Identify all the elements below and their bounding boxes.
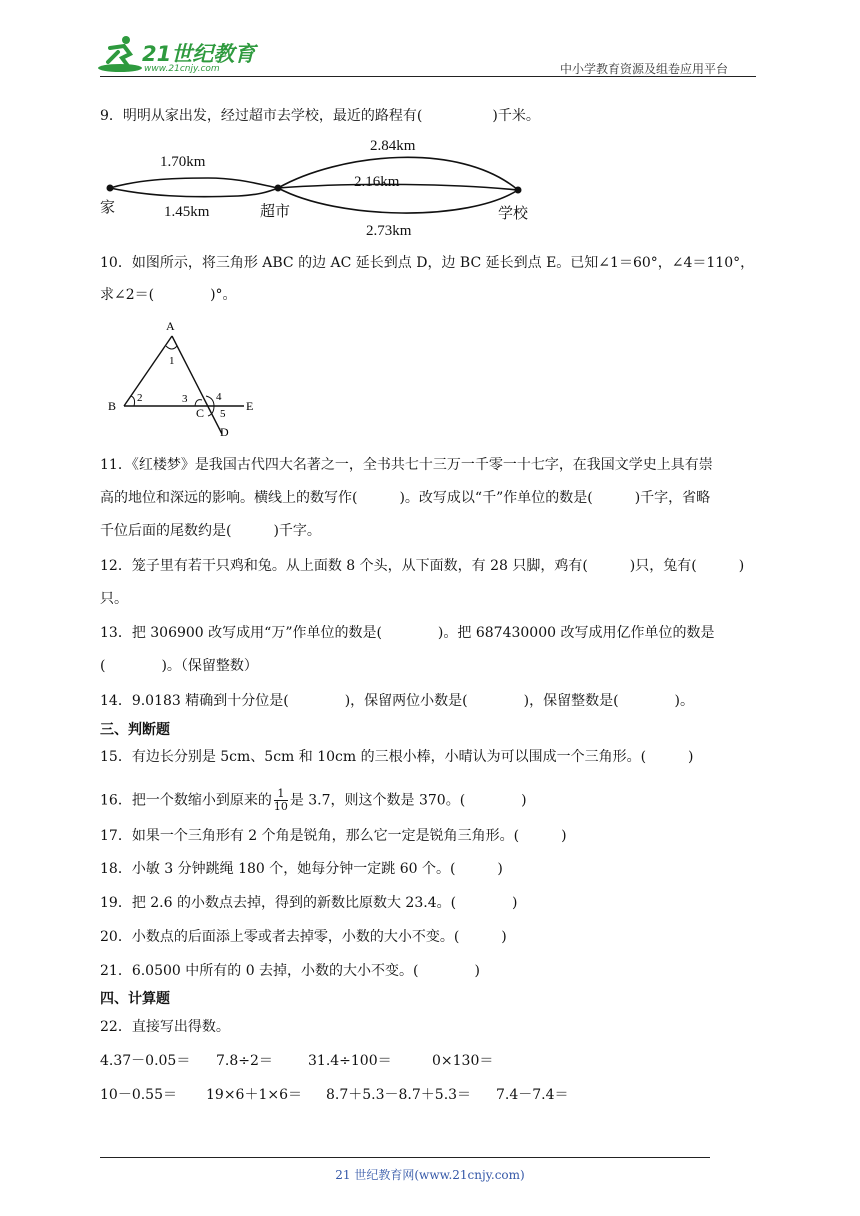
triangle-diagram [104,316,270,440]
question-16-pre: 16．把一个数缩小到原来的 [100,792,272,809]
vertex-c: C [196,406,205,420]
place-market: 超市 [260,202,291,220]
dist-label-2: 1.45km [164,204,210,220]
angle-2: 2 [137,392,143,404]
question-12-line2: 只。 [100,591,128,607]
footer-divider [100,1157,710,1158]
question-18: 18．小敏 3 分钟跳绳 180 个，她每分钟一定跳 60 个。( ) [100,861,503,877]
question-16 [100,788,527,813]
question-16-post: 是 3.7，则这个数是 370。( ) [289,792,527,809]
question-12-line1: 12．笼子里有若干只鸡和兔。从上面数 8 个头，从下面数，有 28 只脚，鸡有( )只，兔有( ) [100,558,745,574]
route-diagram [98,134,548,240]
logo [96,34,266,78]
question-13-line2: ( )。（保留整数） [100,658,258,674]
question-11-line3: 千位后面的尾数约是( )千字。 [100,523,321,539]
question-19: 19．把 2.6 的小数点去掉，得到的新数比原数大 23.4。( ) [100,895,518,911]
section-calc-title: 四、计算题 [100,991,170,1007]
logo-main-text: 21世纪教育 [142,42,256,66]
calc-item: 8.7＋5.3－8.7＋5.3＝ [326,1087,472,1103]
calc-item: 0×130＝ [432,1053,494,1069]
runner-logo-icon [96,34,144,74]
dist-label-5: 2.73km [366,223,412,239]
dist-label-3: 2.84km [370,138,416,154]
question-10-line2: 求∠2＝( )°。 [100,287,237,303]
question-14: 14．9.0183 精确到十分位是( )，保留两位小数是( )，保留整数是( )。 [100,693,695,709]
point-e: E [246,399,254,413]
angle-5: 5 [220,408,226,420]
question-10-line1: 10．如图所示，将三角形 ABC 的边 AC 延长到点 D，边 BC 延长到点 E。已知∠1＝60°，∠4＝110°， [100,255,755,271]
footer-text: 21 世纪教育网(www.21cnjy.com) [335,1168,525,1182]
question-21: 21．6.0500 中所有的 0 去掉，小数的大小不变。( ) [100,963,480,979]
header-divider [100,76,756,77]
question-17: 17．如果一个三角形有 2 个角是锐角，那么它一定是锐角三角形。( ) [100,828,567,844]
calc-item: 7.4－7.4＝ [496,1087,569,1103]
angle-4: 4 [216,391,222,403]
section-judgment-title: 三、判断题 [100,722,170,738]
vertex-b: B [108,399,117,413]
question-20: 20．小数点的后面添上零或者去掉零，小数的大小不变。( ) [100,929,507,945]
point-d: D [220,425,229,439]
fraction-one-tenth [274,788,288,813]
angle-1: 1 [169,355,175,367]
place-school: 学校 [498,204,529,222]
header-platform-text: 中小学教育资源及组卷应用平台 [560,62,729,76]
fraction-numerator: 1 [274,788,288,801]
calc-item: 31.4÷100＝ [308,1053,392,1069]
question-15: 15．有边长分别是 5cm、5cm 和 10cm 的三根小棒，小晴认为可以围成一个三角形。( ) [100,749,694,765]
dist-label-4: 2.16km [354,174,400,190]
dist-label-1: 1.70km [160,154,206,170]
calc-item: 4.37－0.05＝ [100,1053,191,1069]
fraction-denominator: 10 [273,800,288,813]
calc-item: 10－0.55＝ [100,1087,177,1103]
vertex-a: A [166,319,175,333]
logo-sub-text: www.21cnjy.com [144,64,220,74]
calc-item: 7.8÷2＝ [216,1053,273,1069]
place-home: 家 [100,198,116,216]
question-22-title: 22．直接写出得数。 [100,1019,230,1035]
question-11-line1: 11．《红楼梦》是我国古代四大名著之一，全书共七十三万一千零一十七字，在我国文学史上具有崇 [100,457,713,473]
question-9: 9．明明从家出发，经过超市去学校，最近的路程有( )千米。 [100,108,540,124]
question-11-line2: 高的地位和深远的影响。横线上的数写作( )。改写成以“千”作单位的数是( )千字，省略 [100,490,711,506]
calc-item: 19×6＋1×6＝ [206,1087,302,1103]
angle-3: 3 [182,393,188,405]
question-13-line1: 13．把 306900 改写成用“万”作单位的数是( )。把 687430000 改写成用亿作单位的数是 [100,625,715,641]
